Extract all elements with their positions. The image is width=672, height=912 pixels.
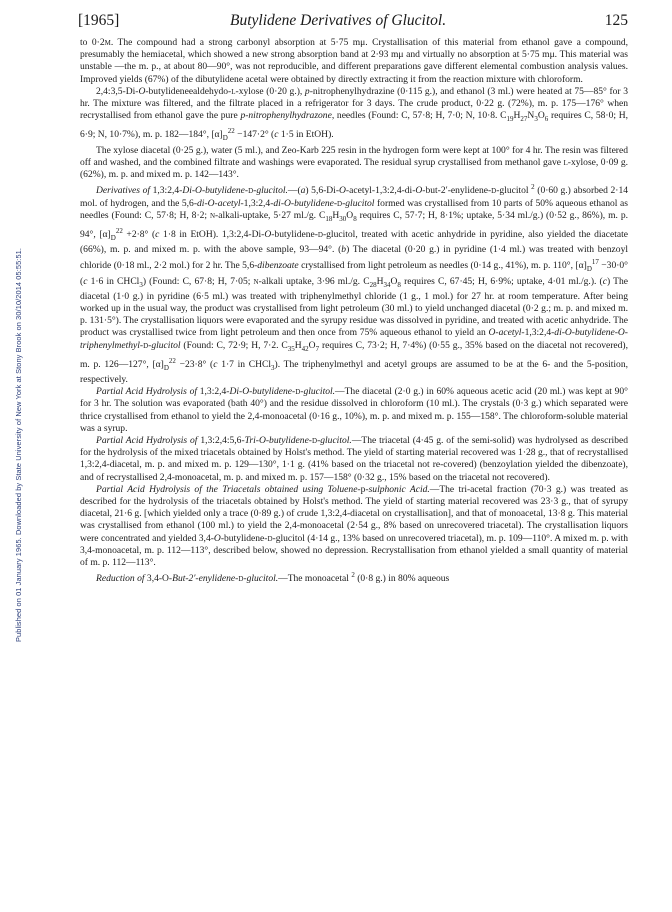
page-number: 125 (604, 12, 628, 29)
paragraph-hydrazone: 2,4:3,5-Di-O-butylideneealdehydo-l-xylose (0·20 g.), p-nitrophenylhydrazine (0·115 g.), and ethanol (3 ml.) were heated at 75—85° for 3 hr. The mixture was filtered, and the filtrate placed in a refrigerator for 3 days. The crude product, 0·22 g. (72%), m. p. 175—176° when recrystallised from ethanol gave the pure p-nitrophenylhydrazone, needles (Found: C, 57·8; H, 7·0; N, 10·8. $C_{19}H_{27}N_3O_6$ requires C, 58·0; H, 6·9; N, 10·7%), m. p. 182—184°, $[\alpha]_D^{22} -147\cdot 2^\circ$ (c 1·5 in EtOH). (80, 85, 629, 143)
header-year: [1965] (78, 12, 120, 29)
header-title: Butylidene Derivatives of Glucitol. (230, 12, 447, 29)
article-body (80, 37, 628, 586)
paragraph-hydrolysis-diacetal: Partial Acid Hydrolysis of 1,3:2,4-Di-O-butylidene-d-glucitol.—The diacetal (2·0 g.) in 60% aqueous acetic acid (20 ml.) was kept at 90° for 3 hr. The solution was evaporated (bath 40°) and the residue dissolved in chloroform (10 ml.). The crystals (0·3 g.) which separated were thrice crystallised from ethanol to yield the 2,4-monoacetal (0·16 g., 10%), m. p. and mixed m. p. 155—158°. The chloroform-soluble material was a syrup. (80, 386, 628, 434)
paragraph-carbonyl: to 0·2m. The compound had a strong carbonyl absorption at 5·75 mμ. Crystallisation of this material from ethanol gave a compound, presumably the hemiacetal, which showed a new strong absorption band at 2·93 mμ and virtually no absorption at 5·75 mμ. This material was unstable —the m. p., at about 80—90°, was not reproducible, and different preparations gave different elemental combustion analysis values. Improved yields (67%) of the dibutylidene acetal were obtained by directly extracting it from the reaction mixture with chloroform. (80, 37, 628, 85)
download-notice: Published on 01 January 1965. Downloaded by State University of New York at Stony Brook on 30/10/2014 05:55:51. (14, 247, 23, 643)
paragraph-hydrolysis-triacetal: Partial Acid Hydrolysis of 1,3:2,4:5,6-Tri-O-butylidene-d-glucitol.—The triacetal (4·45 g. of the semi-solid) was hydrolysed as described for the hydrolysis of the mixed triacetals obtained by Holst's method. The yield of starting material recovered was 1·28 g., that of recrystallised 1,3:2,4-diacetal, m. p. and mixed m. p. 129—130°, 1·1 g. (41% based on the triacetal not re-covered) (benzoylation yielded the dibenzoate), and of recrystallised 2,4-monoacetal, m. p. and mixed m. p. 157—158° (0·32 g., 15% based on the triacetal not recovered). (80, 435, 628, 483)
running-header (72, 12, 632, 34)
paragraph-derivatives: Derivatives of 1,3:2,4-Di-O-butylidene-d-glucitol.—(a) 5,6-Di-O-acetyl-1,3:2,4-di-O-but-2′-enylidene-d-glucitol $^2$ (0·60 g.) absorbed 2·14 mol. of hydrogen, and the 5,6-di-O-acetyl-1,3:2,4-di-O-butylidene-d-glucitol formed was crystallised from 10 parts of 50% aqueous ethanol as needles (Found: C, 57·8; H, 8·2; n-alkali-uptake, 5·27 ml./g. $C_{18}H_{30}O_8$ requires C, 57·7; H, 8·1%; uptake, 5·34 ml./g.) (0·52 g., 86%), m. p. 94°, $[\alpha]_D^{22} +2\cdot 8^\circ$ (c 1·8 in EtOH). 1,3:2,4-Di-O-butylidene-d-glucitol, treated with acetic anhydride in pyridine, also yielded the diacetate (66%), m. p. and mixed m. p. with the above sample, 93—94°. (b) The diacetal (0·20 g.) in pyridine (1·4 ml.) was treated with benzoyl chloride (0·18 ml., 2·2 mol.) for 2 hr. The 5,6-dibenzoate crystallised from light petroleum as needles (0·14 g., 41%), m. p. 110°, $[\alpha]_D^{17} -30\cdot 0^\circ$ (c 1·6 in CHCl$_3$) (Found: C, 67·8; H, 7·05; n-alkali uptake, 3·96 ml./g. $C_{28}H_{34}O_8$ requires C, 67·45; H, 6·9%; uptake, 4·01 ml./g.). (c) The diacetal (1·0 g.) in pyridine (6·5 ml.) was treated with triphenylmethyl chloride (1 g., 1 mol.) for 27 hr. at room temperature. After being worked up in the usual way, the product was crystallised from light petroleum (30 ml.) to yield unchanged diacetal (0·2 g.; m. p. and mixed m. p. 131·5°). The crystallisation liquors were evaporated and the syrupy residue was dissolved in pyridine, and treated with acetic anhydride. The product was crystallised twice from light petroleum and then once from 75% aqueous ethanol to yield an O-acetyl-1,3:2,4-di-O-butylidene-O-triphenylmethyl-d-glucitol (Found: C, 72·9; H, 7·2. $C_{35}H_{42}O_7$ requires C, 73·2; H, 7·4%) (0·55 g., 35% based on the diacetal not recovered), m. p. 126—127°, $[\alpha]_D^{22} -23\cdot 8^\circ$ (c 1·7 in CHCl$_3$). The triphenylmethyl and acetyl groups are assumed to be at the 6- and the 5-position, respectively. (80, 183, 629, 385)
paragraph-reduction: Reduction of 3,4-O-But-2′-enylidene-d-glucitol.—The monoacetal $^2$ (0·8 g.) in 80% aqueous (96, 571, 450, 585)
paragraph-hydrolysis-toluene: Partial Acid Hydrolysis of the Triacetals obtained using Toluene-p-sulphonic Acid.—The tri-acetal fraction (70·3 g.) was treated as described for the hydrolysis of the triacetals obtained by Holst's method. The yield of starting material recovered was 23·3 g., that of syrupy diacetal, 21·6 g. [which yielded only a trace (0·89 g.) of crude 1,3:2,4-diacetal on crystallisation], and that of monoacetal, 13·8 g. This material was crystallised from ethanol (100 ml.) to yield the 2,4-monoacetal (2·54 g., 8% based on unrecovered triacetal). The crystallisation liquors were concentrated and yielded 3,4-O-butylidene-d-glucitol (4·14 g., 13% based on unrecovered triacetal), m. p. 109—110°. A mixed m. p. with 3,4-monoacetal, m. p. 112—113°, described below, showed no depression. Recrystallisation from ethanol yielded a small quantity of material of m. p. 112—113°. (80, 483, 629, 569)
paragraph-xylose: The xylose diacetal (0·25 g.), water (5 ml.), and Zeo-Karb 225 resin in the hydrogen form were kept at 100° for 4 hr. The resin was filtered off and washed, and the combined filtrate and washings were evaporated. The residual syrup crystallised from methanol gave l-xylose, 0·09 g. (62%), m. p. and mixed m. p. 142—143°. (80, 144, 628, 181)
